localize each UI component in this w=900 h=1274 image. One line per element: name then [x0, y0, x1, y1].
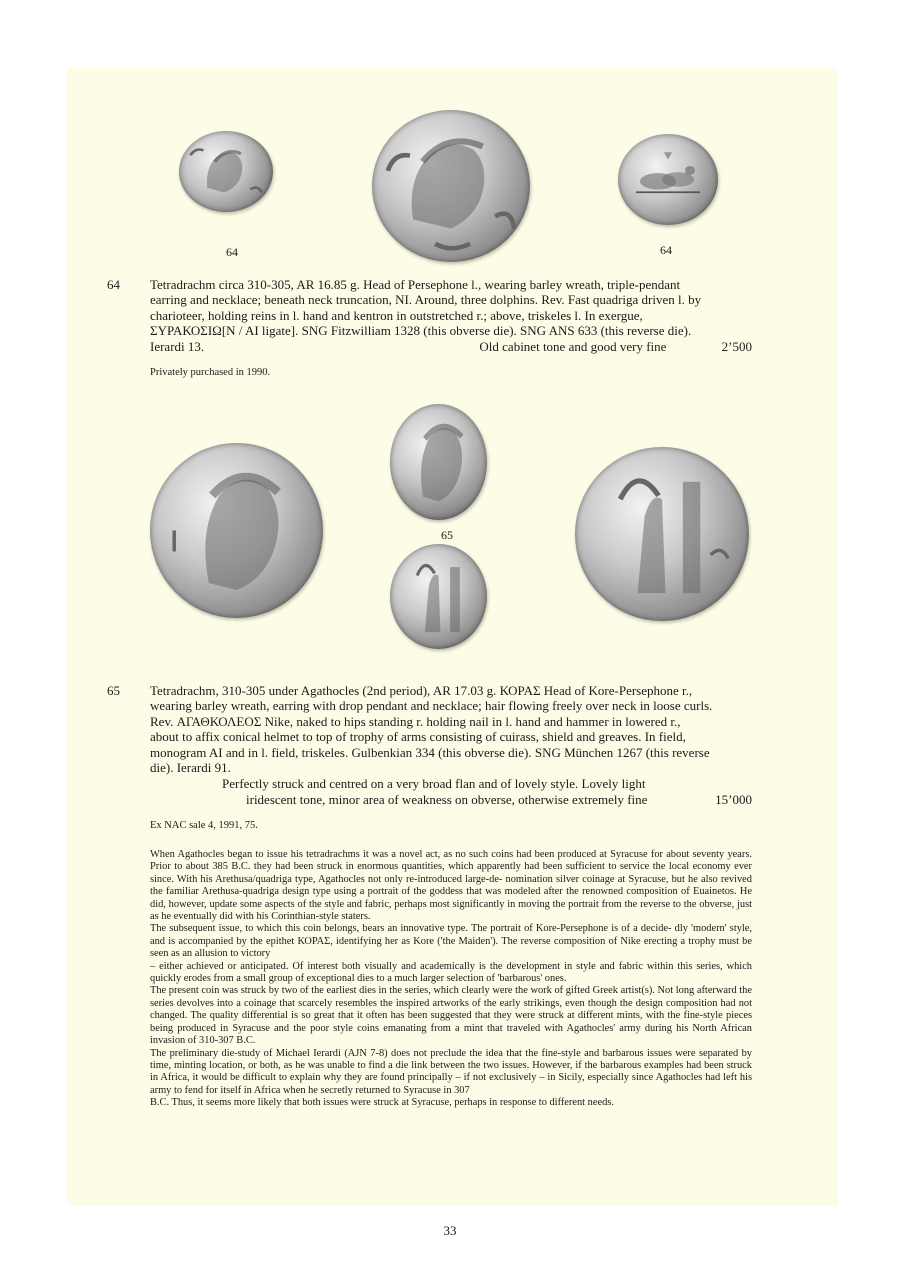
lot-64-desc-line: ΣΥΡΑΚΟΣΙΩ[N / AI ligate]. SNG Fitzwilliam 1328 (this obverse die). SNG ANS 633 (this reverse die). [150, 323, 692, 339]
lot-65-desc-line: monogram AI and in l. field, triskeles. Gulbenkian 334 (this obverse die). SNG München 1267 (this reverse [150, 744, 710, 760]
lot-65-number: 65 [107, 683, 120, 698]
lot-64-figure-label-left: 64 [226, 245, 238, 259]
lot-64-tail-row [150, 339, 752, 354]
coin-65-reverse-small-image [390, 544, 487, 649]
coin-65-obverse-large-image [150, 443, 323, 618]
coin-64-obverse-large-image [372, 110, 530, 262]
lot-64-provenance: Privately purchased in 1990. [150, 367, 271, 378]
lot-65-figure-label: 65 [441, 528, 453, 542]
lot-64-desc-line: earring and necklace; beneath neck truncation, NI. Around, three dolphins. Rev. Fast quadriga driven l. by [150, 292, 702, 308]
lot-65-desc-line: Rev. ΑΓΑΘΚΟΛΕΟΣ Nike, naked to hips standing r. holding nail in l. hand and hammer in lowered r., [150, 713, 681, 729]
essay-paragraph: B.C. Thus, it seems more likely that both issues were struck at Syracuse, perhaps in response to different needs. [150, 1097, 614, 1109]
lot-64-condition-estimate [479, 339, 752, 354]
lot-65-condition-line1: Perfectly struck and centred on a very broad flan and of lovely style. Lovely light [222, 776, 646, 791]
lot-65-desc-line: about to affix conical helmet to top of trophy of arms consisting of cuirass, shield and greaves. In field, [150, 729, 686, 745]
lot-65-provenance: Ex NAC sale 4, 1991, 75. [150, 820, 258, 831]
lot-65-essay [150, 849, 752, 1110]
lot-64-desc-line: Tetradrachm circa 310-305, AR 16.85 g. Head of Persephone l., wearing barley wreath, triple-pendant [150, 277, 681, 292]
lot-64-number: 64 [107, 277, 120, 292]
coin-64-obverse-small-image [179, 131, 273, 212]
lot-64-estimate: 2’500 [721, 338, 752, 354]
page-number: 33 [443, 1223, 457, 1238]
lot-64-figure-label-right: 64 [660, 243, 672, 257]
lot-65-description [150, 683, 752, 775]
lot-65-condition-line2: iridescent tone, minor area of weakness on obverse, otherwise extremely fine [246, 792, 648, 807]
coin-65-reverse-large-image [575, 447, 749, 621]
essay-paragraph: When Agathocles began to issue his tetradrachms it was a novel act, as no such coins had been produced at Syracuse for about seventy years. Prior to about 385 B.C. they had been struck in enormous quantities, which apparently had been sufficient to service the local economy ever since. With his Arethusa/quadriga type, Agathocles not only re-introduced large-de- nomination silver coinage at Syracuse, but he also revived the familiar Arethusa-quadriga design type using a portrait of the goddess that was modeled after the renowned composition of Euainetos. He did, however, update some aspects of the style and fabric, perhaps most significantly in moving the portrait from the reverse to the obverse, just as he eventually did with his Corinthian-style staters. [150, 849, 752, 923]
essay-paragraph: The present coin was struck by two of the earliest dies in the series, which clearly were the work of gifted Greek artist(s). Not long afterward the series devolves into a coinage that scarcely resembles the inspired artworks of the early strikings, even though the design composition had not changed. The quality differential is so great that it often has been suggested that they were struck at different mints, with the fine-style pieces being produced in Syracuse and the poor style coins emanating from a mint that traveled with Agathocles' army during his North African invasion of 310-307 B.C. [150, 985, 752, 1047]
lot-65-estimate: 15’000 [715, 792, 752, 807]
essay-paragraph: – either achieved or anticipated. Of interest both visually and academically is the development in style and fabric within this series, which quickly erodes from a small group of exceptional dies to a much larger selection of 'barbarous' ones. [150, 960, 752, 985]
lot-64-condition: Old cabinet tone and good very fine [479, 338, 667, 354]
essay-paragraph: The preliminary die-study of Michael Ierardi (AJN 7-8) does not preclude the idea that the fine-style and barbarous issues were separated by time, minting location, or both, as he was unable to find a die link between the two issues. However, if the barbarous examples had been struck in Africa, it would be difficult to explain why they are found principally – if not exclusively – in Sicily, especially since Agathocles had left his army to fend for itself in Africa when he secretly returned to Syracuse in 307 [150, 1047, 752, 1096]
coin-64-reverse-image [618, 134, 718, 225]
lot-65-desc-line: wearing barley wreath, earring with drop pendant and necklace; hair flowing freely over neck in loose curls. [150, 698, 713, 714]
essay-paragraph: The subsequent issue, to which this coin belongs, bears an innovative type. The portrait of Kore-Persephone is of a decide- dly 'modern' style, and is accompanied by the epithet ΚΟΡΑΣ, identifying her as Kore ('the Maiden'). The reverse composition of Nike erecting a trophy must be seen as an allusion to victory [150, 923, 752, 960]
lot-64-desc-line: charioteer, holding reins in l. hand and kentron in outstretched r.; above, triskeles l. In exergue, [150, 307, 643, 323]
lot-64-description [150, 277, 752, 354]
lot-65-desc-line: die). Ierardi 91. [150, 760, 231, 776]
lot-64-reference: Ierardi 13. [150, 338, 205, 354]
coin-65-obverse-small-image [390, 404, 487, 520]
lot-65-desc-line: Tetradrachm, 310-305 under Agathocles (2nd period), AR 17.03 g. ΚΟΡΑΣ Head of Kore-Persephone r., [150, 683, 693, 698]
